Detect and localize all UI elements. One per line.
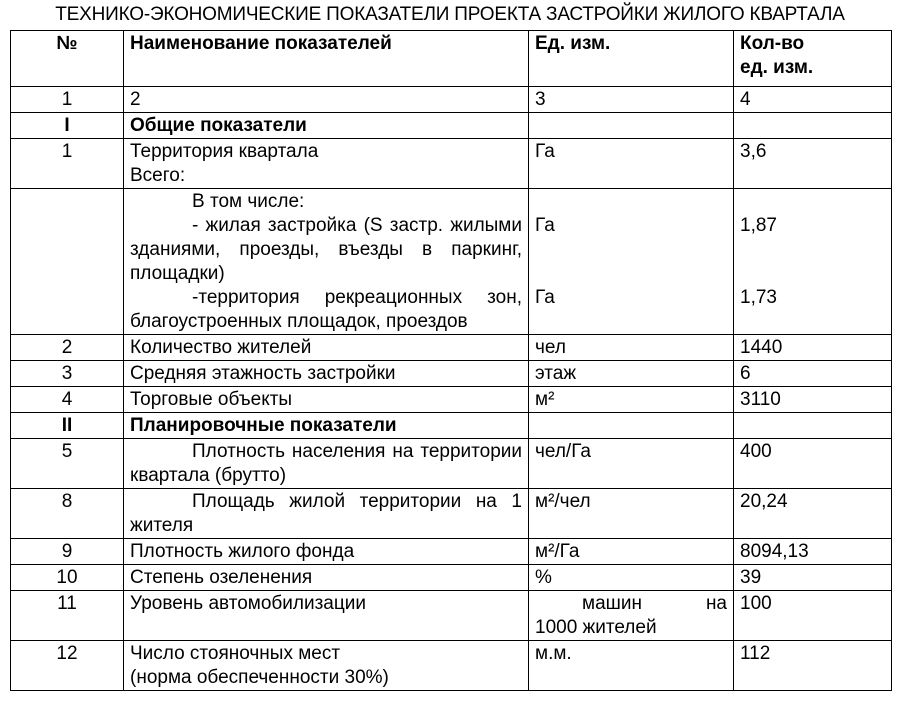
empty-cell xyxy=(734,413,892,439)
header-qty-line2: ед. изм. xyxy=(740,57,814,78)
row-unit: м² xyxy=(529,387,734,413)
section-row-planning xyxy=(11,413,892,439)
row-name-line2: Всего: xyxy=(130,165,186,186)
row-num: 3 xyxy=(11,361,124,387)
row-name: Количество жителей xyxy=(124,335,529,361)
row-name: Средняя этажность застройки xyxy=(124,361,529,387)
row-unit: этаж xyxy=(529,361,734,387)
table-row-territory-breakdown xyxy=(11,189,892,335)
column-number: 4 xyxy=(734,87,892,113)
row-name: Плотность населения на территории квартала (брутто) xyxy=(124,439,529,489)
row-value: 39 xyxy=(734,565,892,591)
unit-line2: 1000 жителей xyxy=(535,617,657,638)
row-value: 1440 xyxy=(734,335,892,361)
empty-cell xyxy=(11,189,124,335)
row-name xyxy=(124,641,529,691)
breakdown-unit-cell xyxy=(529,189,734,335)
table-row xyxy=(11,539,892,565)
row-unit: м²/чел xyxy=(529,489,734,539)
table-row xyxy=(11,361,892,387)
row-num: 12 xyxy=(11,641,124,691)
header-unit: Ед. изм. xyxy=(529,31,734,87)
recreation-text: -территория рекреационных зон, благоустроенных площадок, проездов xyxy=(130,287,522,332)
breakdown-cell xyxy=(124,189,529,335)
row-name xyxy=(124,139,529,189)
unit-line1 xyxy=(535,592,727,616)
table-row xyxy=(11,387,892,413)
table-row xyxy=(11,565,892,591)
header-name: Наименование показателей xyxy=(124,31,529,87)
row-name-line1: Число стояночных мест xyxy=(130,643,341,664)
row-unit: Га xyxy=(529,139,734,189)
including-label: В том числе: xyxy=(192,191,305,212)
row-value: 3,6 xyxy=(734,139,892,189)
column-number: 1 xyxy=(11,87,124,113)
residential-unit: Га xyxy=(535,215,555,236)
breakdown-value-cell xyxy=(734,189,892,335)
row-value: 112 xyxy=(734,641,892,691)
residential-value: 1,87 xyxy=(740,215,777,236)
row-value: 3110 xyxy=(734,387,892,413)
row-unit: чел xyxy=(529,335,734,361)
row-value: 8094,13 xyxy=(734,539,892,565)
row-name: Торговые объекты xyxy=(124,387,529,413)
row-value: 6 xyxy=(734,361,892,387)
table-row xyxy=(11,335,892,361)
header-qty xyxy=(734,31,892,87)
row-value: 20,24 xyxy=(734,489,892,539)
row-value: 100 xyxy=(734,591,892,641)
row-num: 1 xyxy=(11,139,124,189)
unit-word2: на xyxy=(705,593,727,614)
empty-cell xyxy=(734,113,892,139)
row-num: 9 xyxy=(11,539,124,565)
row-name: Площадь жилой территории на 1 жителя xyxy=(124,489,529,539)
recreation-unit: Га xyxy=(535,287,555,308)
header-row xyxy=(11,31,892,87)
column-number: 3 xyxy=(529,87,734,113)
row-num: 10 xyxy=(11,565,124,591)
section-title: Общие показатели xyxy=(124,113,529,139)
section-num: I xyxy=(11,113,124,139)
row-value: 400 xyxy=(734,439,892,489)
recreation-value: 1,73 xyxy=(740,287,777,308)
row-name-line1: Территория квартала xyxy=(130,141,319,162)
table-row xyxy=(11,641,892,691)
row-unit: м.м. xyxy=(529,641,734,691)
table-row xyxy=(11,591,892,641)
row-name: Степень озеленения xyxy=(124,565,529,591)
unit-word1: машин xyxy=(582,593,642,614)
row-num: 2 xyxy=(11,335,124,361)
table-row-territory xyxy=(11,139,892,189)
row-num: 5 xyxy=(11,439,124,489)
section-row-general xyxy=(11,113,892,139)
row-num: 11 xyxy=(11,591,124,641)
row-name-line2: (норма обеспеченности 30%) xyxy=(130,667,389,688)
row-unit: % xyxy=(529,565,734,591)
row-name: Плотность жилого фонда xyxy=(124,539,529,565)
column-number-row xyxy=(11,87,892,113)
indicators-table xyxy=(10,30,892,691)
row-num: 4 xyxy=(11,387,124,413)
header-qty-line1: Кол-во xyxy=(740,33,805,54)
section-num: II xyxy=(11,413,124,439)
table-row xyxy=(11,489,892,539)
table-row xyxy=(11,439,892,489)
row-unit xyxy=(529,591,734,641)
row-unit: м²/Га xyxy=(529,539,734,565)
header-num: № xyxy=(11,31,124,87)
column-number: 2 xyxy=(124,87,529,113)
section-title: Планировочные показатели xyxy=(124,413,529,439)
empty-cell xyxy=(529,113,734,139)
row-unit: чел/Га xyxy=(529,439,734,489)
row-name: Уровень автомобилизации xyxy=(124,591,529,641)
residential-text: - жилая застройка (S застр. жилыми зданиями, проезды, въезды в паркинг, площадки) xyxy=(130,215,522,284)
row-num: 8 xyxy=(11,489,124,539)
document-title: ТЕХНИКО-ЭКОНОМИЧЕСКИЕ ПОКАЗАТЕЛИ ПРОЕКТА ЗАСТРОЙКИ ЖИЛОГО КВАРТАЛА xyxy=(55,4,845,25)
empty-cell xyxy=(529,413,734,439)
